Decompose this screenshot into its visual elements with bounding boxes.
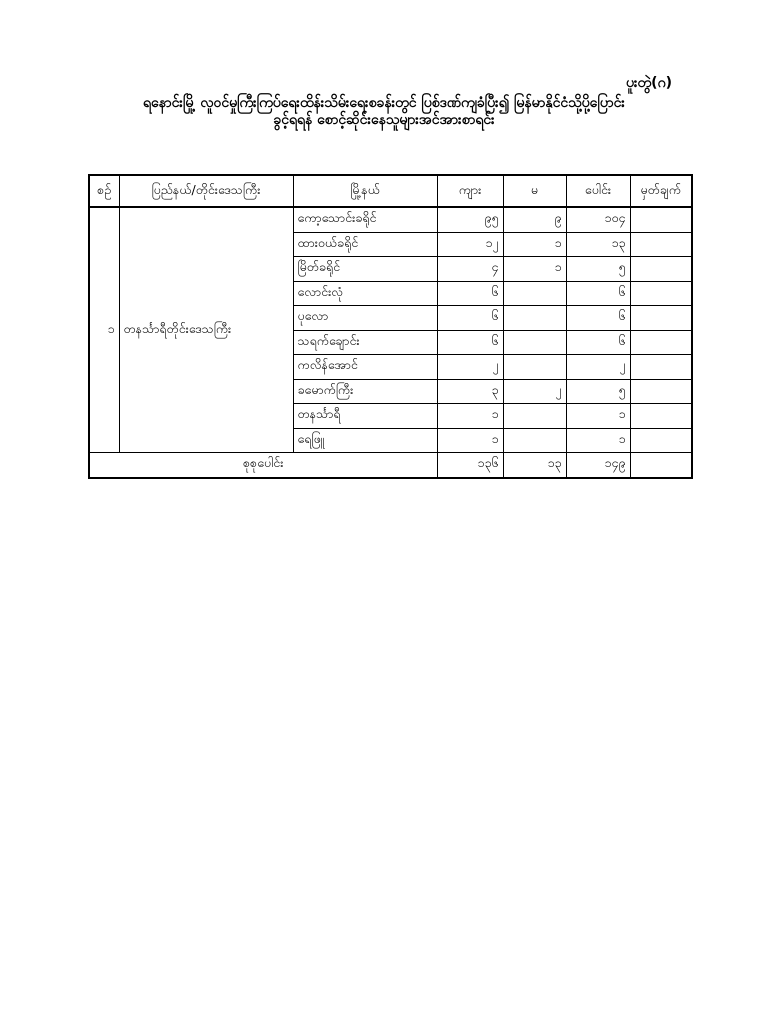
- female-cell: ၂: [503, 379, 566, 404]
- male-cell: ၄: [437, 257, 503, 282]
- township-cell: လောင်းလုံ: [293, 281, 437, 306]
- female-cell: ၁: [503, 257, 566, 282]
- table-header-row: [89, 175, 692, 207]
- township-cell: ကလိန်အောင်: [293, 355, 437, 380]
- female-cell: ၉: [503, 207, 566, 232]
- township-cell: ပုလော: [293, 306, 437, 331]
- total-cell: ၁၃: [566, 232, 630, 257]
- male-cell: ၆: [437, 330, 503, 355]
- remarks-cell: [630, 207, 692, 232]
- township-cell: မြိတ်ခရိုင်: [293, 257, 437, 282]
- male-cell: ၆: [437, 281, 503, 306]
- totals-total: ၁၄၉: [566, 453, 630, 478]
- female-cell: [503, 281, 566, 306]
- header-sr: စဉ်: [89, 175, 119, 207]
- remarks-cell: [630, 428, 692, 453]
- remarks-cell: [630, 404, 692, 429]
- male-cell: ၆: [437, 306, 503, 331]
- total-cell: ၁: [566, 428, 630, 453]
- female-cell: [503, 428, 566, 453]
- group-region: တနင်္သာရီတိုင်းဒေသကြီး: [119, 207, 293, 453]
- header-female: မ: [503, 175, 566, 207]
- header-region: ပြည်နယ်/တိုင်းဒေသကြီး: [119, 175, 293, 207]
- table-row: [89, 207, 692, 232]
- township-cell: တနင်္သာရီ: [293, 404, 437, 429]
- totals-remarks: [630, 453, 692, 478]
- annex-label: ပူးတွဲ(ဂ): [626, 75, 672, 91]
- header-total: ပေါင်း: [566, 175, 630, 207]
- totals-female: ၁၃: [503, 453, 566, 478]
- group-sr: ၁: [89, 207, 119, 453]
- township-cell: ကော့သောင်းခရိုင်: [293, 207, 437, 232]
- header-remarks: မှတ်ချက်: [630, 175, 692, 207]
- document-title-line-1: ရနောင်းမြို့ လူဝင်မှုကြီးကြပ်ရေးထိန်းသိမ်းရေးစခန်းတွင် ပြစ်ဒဏ်ကျခံပြီး၍ မြန်မာနိုင်ငံသို့ပို့ပြောင်း: [143, 95, 625, 111]
- female-cell: [503, 355, 566, 380]
- male-cell: ၂: [437, 355, 503, 380]
- total-cell: ၆: [566, 330, 630, 355]
- township-cell: ထားဝယ်ခရိုင်: [293, 232, 437, 257]
- male-cell: ၁: [437, 428, 503, 453]
- township-cell: ခမောက်ကြီး: [293, 379, 437, 404]
- female-cell: [503, 306, 566, 331]
- document-title-line-2: ခွင့်ရရန် စောင့်ဆိုင်းနေသူများအင်အားစာရင်း: [273, 112, 495, 128]
- remarks-cell: [630, 379, 692, 404]
- township-cell: ရေဖြူ: [293, 428, 437, 453]
- remarks-cell: [630, 355, 692, 380]
- total-cell: ၅: [566, 257, 630, 282]
- totals-male: ၁၃၆: [437, 453, 503, 478]
- total-cell: ၆: [566, 281, 630, 306]
- remarks-cell: [630, 281, 692, 306]
- female-cell: ၁: [503, 232, 566, 257]
- township-cell: သရက်ချောင်း: [293, 330, 437, 355]
- male-cell: ၁၂: [437, 232, 503, 257]
- male-cell: ၃: [437, 379, 503, 404]
- remarks-cell: [630, 306, 692, 331]
- male-cell: ၉၅: [437, 207, 503, 232]
- remarks-cell: [630, 330, 692, 355]
- female-cell: [503, 404, 566, 429]
- total-cell: ၆: [566, 306, 630, 331]
- totals-row: [89, 453, 692, 478]
- total-cell: ၁၀၄: [566, 207, 630, 232]
- remarks-cell: [630, 232, 692, 257]
- total-cell: ၂: [566, 355, 630, 380]
- total-cell: ၅: [566, 379, 630, 404]
- totals-label: စုစုပေါင်း: [89, 453, 437, 478]
- remarks-cell: [630, 257, 692, 282]
- total-cell: ၁: [566, 404, 630, 429]
- population-table: [88, 174, 693, 479]
- female-cell: [503, 330, 566, 355]
- header-male: ကျား: [437, 175, 503, 207]
- male-cell: ၁: [437, 404, 503, 429]
- header-township: မြို့နယ်: [293, 175, 437, 207]
